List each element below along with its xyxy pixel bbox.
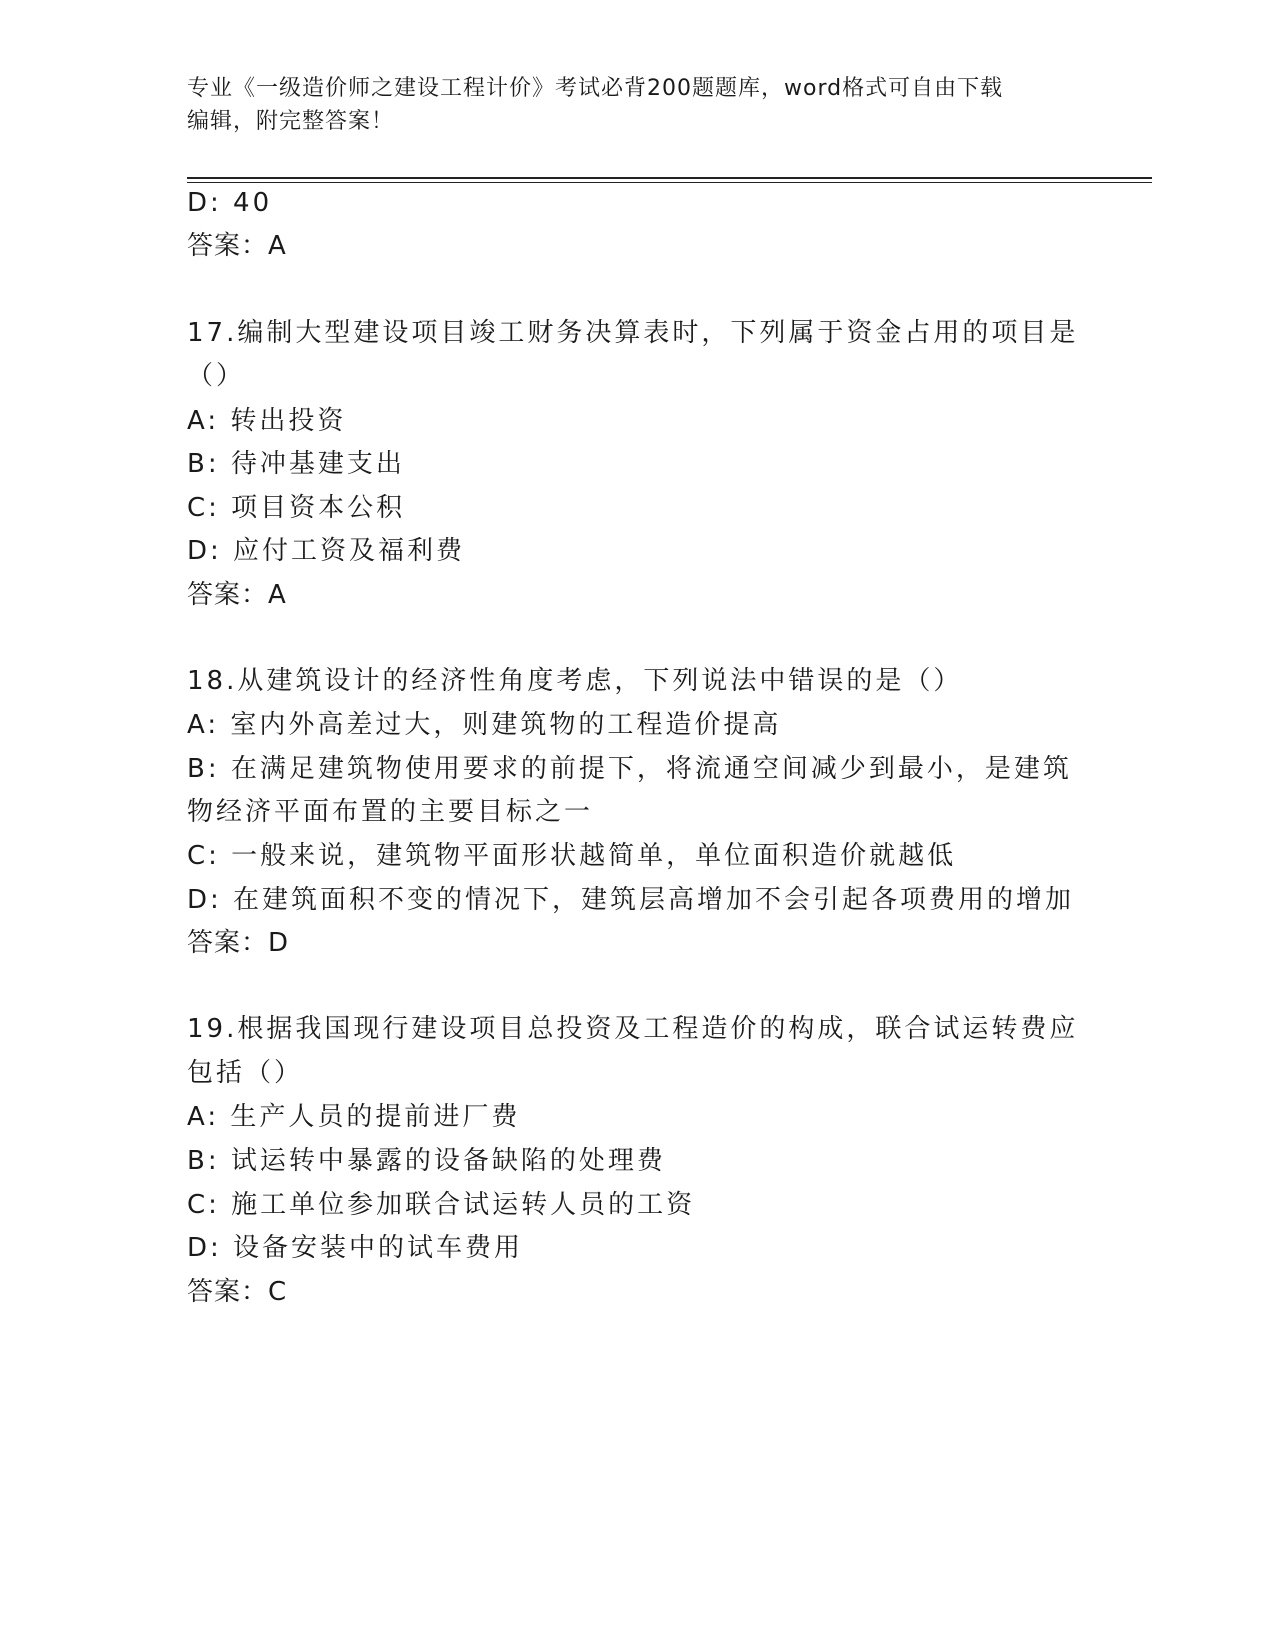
question-stem: 17.编制大型建设项目竣工财务决算表时，下列属于资金占用的项目是 [187, 318, 1079, 348]
prev-answer: 答案：A [187, 231, 287, 261]
option-b: B: 待冲基建支出 [187, 449, 405, 479]
question-stem-cont: （） [187, 361, 246, 391]
header-title-line1: 专业《一级造价师之建设工程计价》考试必背200题题库，word格式可自由下载 [187, 76, 1004, 101]
document-header [187, 72, 1067, 138]
option-a: A: 转出投资 [187, 406, 347, 436]
option-d: D: 在建筑面积不变的情况下，建筑层高增加不会引起各项费用的增加 [187, 885, 1075, 915]
question-stem: 19.根据我国现行建设项目总投资及工程造价的构成，联合试运转费应 [187, 1014, 1079, 1044]
option-b: B: 在满足建筑物使用要求的前提下，将流通空间减少到最小，是建筑 [187, 754, 1072, 784]
option-b-cont: 物经济平面布置的主要目标之一 [187, 797, 594, 827]
question-stem-cont: 包括（） [187, 1058, 304, 1088]
option-c: C: 项目资本公积 [187, 493, 406, 523]
option-a: A: 室内外高差过大，则建筑物的工程造价提高 [187, 710, 782, 740]
header-title-line2: 编辑，附完整答案！ [187, 109, 395, 134]
prev-option-d: D: 40 [187, 188, 273, 218]
option-b: B: 试运转中暴露的设备缺陷的处理费 [187, 1146, 666, 1176]
header-divider-thin [187, 182, 1152, 183]
option-c: C: 一般来说，建筑物平面形状越简单，单位面积造价就越低 [187, 841, 957, 871]
answer: 答案：C [187, 1277, 288, 1307]
option-d: D: 应付工资及福利费 [187, 536, 466, 566]
answer: 答案：D [187, 928, 290, 958]
answer: 答案：A [187, 580, 287, 610]
header-divider [187, 177, 1152, 179]
option-d: D: 设备安装中的试车费用 [187, 1233, 524, 1263]
option-a: A: 生产人员的提前进厂费 [187, 1102, 521, 1132]
option-c: C: 施工单位参加联合试运转人员的工资 [187, 1190, 696, 1220]
question-stem: 18.从建筑设计的经济性角度考虑，下列说法中错误的是（） [187, 666, 963, 696]
